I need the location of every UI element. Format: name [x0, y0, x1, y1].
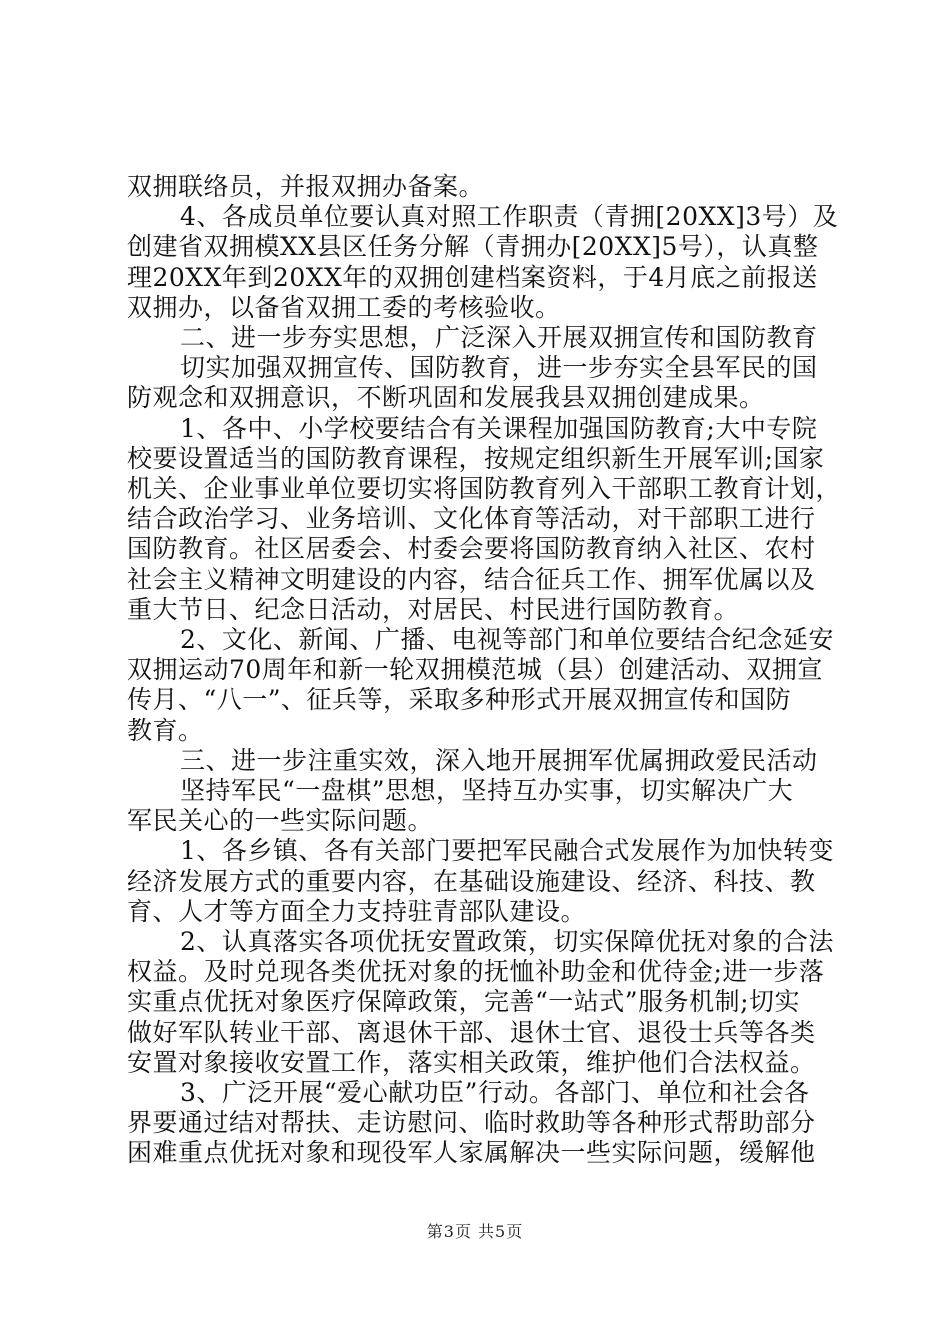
text-line: 教育。 [127, 715, 204, 745]
text-line: 坚持军民“一盘棋”思想，坚持互办实事，切实解决广大 [180, 776, 794, 805]
text-line: 权益。及时兑现各类优抚对象的抚恤补助金和优待金;进一步落 [127, 957, 825, 987]
text-line: 切实加强双拥宣传、国防教育，进一步夯实全县军民的国 [180, 353, 818, 383]
page-footer: 第3页 共5页 [426, 1222, 524, 1241]
text-line: 双拥联络员，并报双拥办备案。 [127, 172, 485, 201]
text-line: 育、人才等方面全力支持驻青部队建设。 [127, 896, 587, 926]
text-line: 防观念和双拥意识，不断巩固和发展我县双拥创建成果。 [127, 383, 765, 413]
text-line: 安置对象接收安置工作，落实相关政策，维护他们合法权益。 [127, 1047, 816, 1077]
text-line: 困难重点优抚对象和现役军人家属解决一些实际问题，缓解他 [127, 1138, 816, 1168]
text-line: 4、各成员单位要认真对照工作职责（青拥[20XX]3号）及 [180, 202, 839, 232]
text-line: 实重点优抚对象医疗保障政策，完善“一站式”服务机制;切实 [127, 987, 800, 1017]
text-line: 机关、企业事业单位要切实将国防教育列入干部职工教育计划， [127, 474, 842, 503]
text-line: 经济发展方式的重要内容，在基础设施建设、经济、科技、教 [127, 866, 816, 896]
text-line: 双拥办，以备省双拥工委的考核验收。 [127, 292, 561, 322]
section-heading: 二、进一步夯实思想，广泛深入开展双拥宣传和国防教育 [180, 323, 818, 352]
text-line: 2、认真落实各项优抚安置政策，切实保障优抚对象的合法 [180, 927, 834, 956]
text-line: 军民关心的一些实际问题。 [127, 806, 434, 836]
section-heading: 三、进一步注重实效，深入地开展拥军优属拥政爱民活动 [180, 745, 818, 775]
text-line: 理20XX年到20XX年的双拥创建档案资料，于4月底之前报送 [127, 262, 818, 292]
text-line: 界要通过结对帮扶、走访慰问、临时救助等各种形式帮助部分 [127, 1108, 816, 1138]
text-line: 校要设置适当的国防教育课程，按规定组织新生开展军训;国家 [127, 443, 825, 473]
text-line: 传月、“八一”、征兵等，采取多种形式开展双拥宣传和国防 [127, 685, 792, 715]
text-line: 创建省双拥模XX县区任务分解（青拥办[20XX]5号），认真整 [127, 232, 819, 262]
text-line: 双拥运动70周年和新一轮双拥模范城（县）创建活动、双拥宣 [127, 655, 823, 685]
text-line: 社会主义精神文明建设的内容，结合征兵工作、拥军优属以及 [127, 564, 816, 594]
text-line: 3、广泛开展“爱心献功臣”行动。各部门、单位和社会各 [180, 1078, 810, 1107]
text-line: 国防教育。社区居委会、村委会要将国防教育纳入社区、农村 [127, 534, 816, 564]
text-line: 2、文化、新闻、广播、电视等部门和单位要结合纪念延安 [180, 625, 834, 654]
text-line: 做好军队转业干部、离退休干部、退休士官、退役士兵等各类 [127, 1017, 816, 1047]
text-line: 结合政治学习、业务培训、文化体育等活动，对干部职工进行 [127, 504, 816, 534]
text-line: 重大节日、纪念日活动，对居民、村民进行国防教育。 [127, 594, 740, 624]
text-line: 1、各乡镇、各有关部门要把军民融合式发展作为加快转变 [180, 836, 834, 866]
text-line: 1、各中、小学校要结合有关课程加强国防教育;大中专院 [180, 413, 818, 443]
